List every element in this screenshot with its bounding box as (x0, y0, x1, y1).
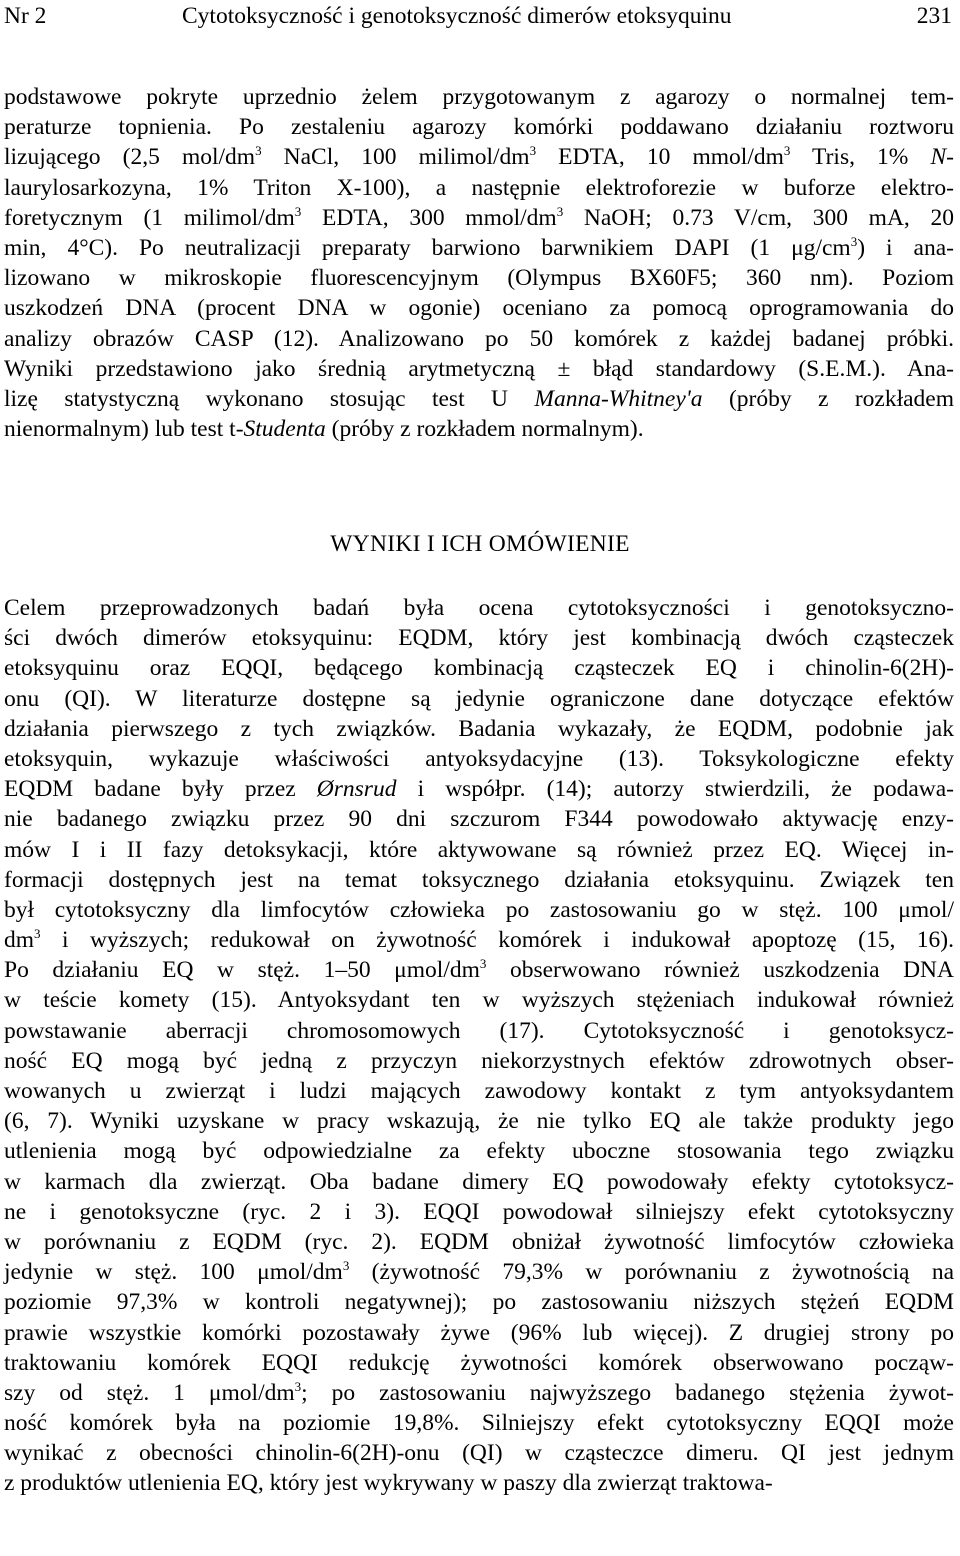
methods-paragraph (4, 82, 954, 444)
text-line: lizowano w mikroskopie fluorescencyjnym (Olympus BX60F5; 360 nm). Poziom (4, 265, 954, 292)
text-line: powstawanie aberracji chromosomowych (17). Cytotoksyczność i genotoksycz- (4, 1017, 954, 1044)
text-line: poziomie 97,3% w kontroli negatywnej); po zastosowaniu niższych stężeń EQDM (4, 1289, 954, 1316)
text-line: $dm^3$ i wyższych; redukował on żywotność komórek i indukował apoptozę (15, 16). (4, 926, 954, 954)
text-line: prawie wszystkie komórki pozostawały żywe (96% lub więcej). Z drugiej strony po (4, 1319, 954, 1346)
page-number: 231 (916, 3, 952, 29)
text-line: utlenienia mogą być odpowiedzialne za efekty uboczne stosowania tego związku (4, 1138, 954, 1165)
text-line: wowanych u zwierząt i ludzi mających zawodowy kontakt z tym antyoksydantem (4, 1078, 954, 1104)
issue-number: Nr 2 (4, 3, 47, 29)
text-line: w porównaniu z EQDM (ryc. 2). EQDM obniżał żywotność limfocytów człowieka (4, 1228, 954, 1255)
text-line: podstawowe pokryte uprzednio żelem przygotowanym z agarozy o normalnej tem- (4, 84, 954, 110)
text-line: z produktów utlenienia EQ, który jest wykrywany w paszy dla zwierząt traktowa- (4, 1470, 773, 1497)
text-line: (6, 7). Wyniki uzyskane w pracy wskazują, że nie tylko EQ ale także produkty jego (4, 1108, 954, 1135)
text-line: foretycznym (1 milimol/$dm^3$ EDTA, 300 mmol/$dm^3$ NaOH; 0.73 V/cm, 300 mA, 20 (4, 203, 954, 231)
text-line: traktowaniu komórek EQQI redukcję żywotności komórek obserwowano począw- (4, 1349, 954, 1376)
text-line: nienormalnym) lub test t-Studenta (próby z rozkładem normalnym). (4, 416, 644, 443)
text-line: uszkodzeń DNA (procent DNA w ogonie) oceniano za pomocą oprogramowania do (4, 295, 954, 322)
text-line: etoksyquinu oraz EQQI, będącego kombinacją cząsteczek EQ i chinolin-6(2H)- (4, 655, 954, 682)
text-line: jedynie w stęż. 100 μmol/$dm^3$ (żywotność 79,3% w porównaniu z żywotnością na (4, 1258, 954, 1286)
text-line: etoksyquin, wykazuje właściwości antyoksydacyjne (13). Toksykologiczne efekty (4, 745, 954, 772)
text-line: ność komórek była na poziomie 19,8%. Silniejszy efekt cytotoksyczny EQQI może (4, 1410, 954, 1437)
text-line: w karmach dla zwierząt. Oba badane dimery EQ powodowały efekty cytotoksycz- (4, 1168, 954, 1195)
text-line: min, 4°C). Po neutralizacji preparaty barwiono barwnikiem DAPI (1 $\mu g/cm^3$) i ana- (4, 233, 954, 261)
text-line: EQDM badane były przez Ørnsrud i współpr. (14); autorzy stwierdzili, że podawa- (4, 776, 954, 803)
text-line: lizującego (2,5 mol/$dm^3$ NaCl, 100 milimol/$dm^3$ EDTA, 10 mmol/$dm^3$ Tris, 1% N- (4, 143, 954, 171)
text-line: Celem przeprowadzonych badań była ocena cytotoksyczności i genotoksyczno- (4, 595, 954, 621)
text-line: wynikać z obecności chinolin-6(2H)-onu (QI) w cząsteczce dimeru. QI jest jednym (4, 1440, 954, 1467)
text-line: Po działaniu EQ w stęż. 1–50 μmol/$dm^3$ obserwowano również uszkodzenia DNA (4, 956, 954, 984)
text-line: ne i genotoksyczne (ryc. 2 i 3). EQQI powodował silniejszy efekt cytotoksyczny (4, 1198, 954, 1225)
text-line: onu (QI). W literaturze dostępne są jedynie ograniczone dane dotyczące efektów (4, 685, 954, 712)
results-paragraph (4, 593, 954, 1499)
text-line: Wyniki przedstawiono jako średnią arytmetyczną ± błąd standardowy (S.E.M.). Ana- (4, 355, 954, 382)
text-line: analizy obrazów CASP (12). Analizowano po 50 komórek z każdej badanej próbki. (4, 325, 954, 352)
text-line: ści dwóch dimerów etoksyquinu: EQDM, który jest kombinacją dwóch cząsteczek (4, 625, 954, 652)
text-line: formacji dostępnych jest na temat toksycznego działania etoksyquinu. Związek ten (4, 866, 954, 893)
text-line: lizę statystyczną wykonano stosując test U Manna-Whitney'a (próby z rozkładem (4, 385, 954, 412)
text-line: działania pierwszego z tych związków. Badania wykazały, że EQDM, podobnie jak (4, 715, 954, 742)
text-line: ność EQ mogą być jedną z przyczyn niekorzystnych efektów zdrowotnych obser- (4, 1047, 954, 1074)
text-line: był cytotoksyczny dla limfocytów człowieka po zastosowaniu go w stęż. 100 μmol/ (4, 896, 954, 923)
text-line: w teście komety (15). Antyoksydant ten w wyższych stężeniach indukował również (4, 987, 954, 1014)
text-line: laurylosarkozyna, 1% Triton X-100), a następnie elektroforezie w buforze elektro- (4, 174, 954, 201)
section-title: WYNIKI I ICH OMÓWIENIE (330, 531, 630, 557)
text-line: szy od stęż. 1 μmol/$dm^3$; po zastosowaniu najwyższego badanego stężenia żywot- (4, 1378, 955, 1406)
running-header (4, 0, 952, 40)
running-title: Cytotoksyczność i genotoksyczność dimerów etoksyquinu (182, 3, 732, 29)
text-line: peraturze topnienia. Po zestaleniu agarozy komórki poddawano działaniu roztworu (4, 114, 954, 141)
text-line: nie badanego związku przez 90 dni szczurom F344 powodowało aktywację enzy- (4, 806, 954, 833)
text-line: mów I i II fazy detoksykacji, które aktywowane są również przez EQ. Więcej in- (4, 836, 954, 863)
